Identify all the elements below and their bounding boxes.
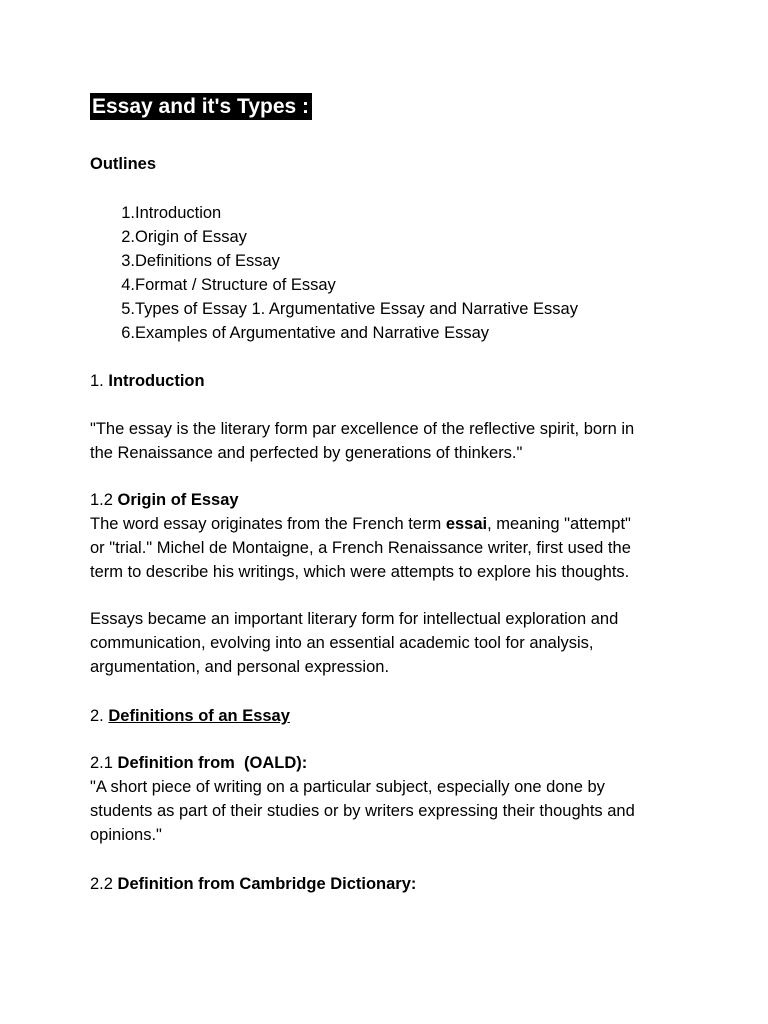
list-item-text: Origin of Essay — [135, 228, 247, 246]
section-title: Origin of Essay — [117, 491, 239, 509]
section-heading-definitions — [90, 704, 290, 728]
list-item — [90, 297, 578, 321]
list-item — [90, 249, 280, 273]
subsection-heading-oald — [90, 751, 307, 775]
origin-paragraph-line — [90, 512, 631, 536]
origin-paragraph-line: communication, evolving into an essential academic tool for analysis, — [90, 634, 594, 652]
section-number: 2. — [90, 707, 109, 725]
list-item — [90, 321, 490, 345]
origin-paragraph-line: argumentation, and personal expression. — [90, 658, 390, 676]
list-item-number: 6. — [121, 324, 135, 342]
text-run: , meaning "attempt" — [487, 515, 631, 533]
list-item-number: 5. — [121, 300, 135, 318]
list-item-text: Format / Structure of Essay — [135, 276, 336, 294]
section-title: Definition from (OALD): — [117, 754, 308, 772]
list-item — [90, 225, 247, 249]
section-number: 1. — [90, 372, 109, 390]
section-title: Definition from Cambridge Dictionary: — [117, 875, 417, 893]
intro-quote-line: the Renaissance and perfected by generations of thinkers." — [90, 444, 523, 462]
outline-list — [90, 201, 578, 345]
section-heading-origin — [90, 488, 239, 512]
list-item-number: 3. — [121, 252, 135, 270]
origin-paragraph-line: term to describe his writings, which were attempts to explore his thoughts. — [90, 563, 630, 581]
emphasized-term: essai — [445, 515, 488, 533]
oald-definition-line: "A short piece of writing on a particular subject, especially one done by — [90, 778, 605, 796]
list-item-number: 1. — [121, 204, 135, 222]
list-item — [90, 273, 336, 297]
section-number: 2.2 — [90, 875, 118, 893]
document-title: Essay and it's Types : — [90, 93, 312, 120]
section-heading-introduction — [90, 369, 205, 393]
list-item-text: Introduction — [135, 204, 222, 222]
list-item-text: Examples of Argumentative and Narrative Essay — [135, 324, 490, 342]
text-run: The word essay originates from the French term — [90, 515, 446, 533]
origin-paragraph-line: or "trial." Michel de Montaigne, a French Renaissance writer, first used the — [90, 539, 631, 557]
section-title: Definitions of an Essay — [108, 707, 290, 725]
list-item-text: Definitions of Essay — [135, 252, 280, 270]
section-title: Introduction — [108, 372, 205, 390]
subsection-heading-cambridge — [90, 872, 416, 896]
oald-definition-line: students as part of their studies or by writers expressing their thoughts and — [90, 802, 635, 820]
list-item-number: 2. — [121, 228, 135, 246]
section-number: 1.2 — [90, 491, 118, 509]
outlines-heading: Outlines — [90, 155, 157, 173]
list-item-number: 4. — [121, 276, 135, 294]
list-item — [90, 201, 222, 225]
oald-definition-line: opinions." — [90, 826, 162, 844]
list-item-text: Types of Essay 1. Argumentative Essay and Narrative Essay — [135, 300, 578, 318]
intro-quote-line: "The essay is the literary form par excellence of the reflective spirit, born in — [90, 420, 635, 438]
section-number: 2.1 — [90, 754, 118, 772]
origin-paragraph-line: Essays became an important literary form for intellectual exploration and — [90, 610, 619, 628]
